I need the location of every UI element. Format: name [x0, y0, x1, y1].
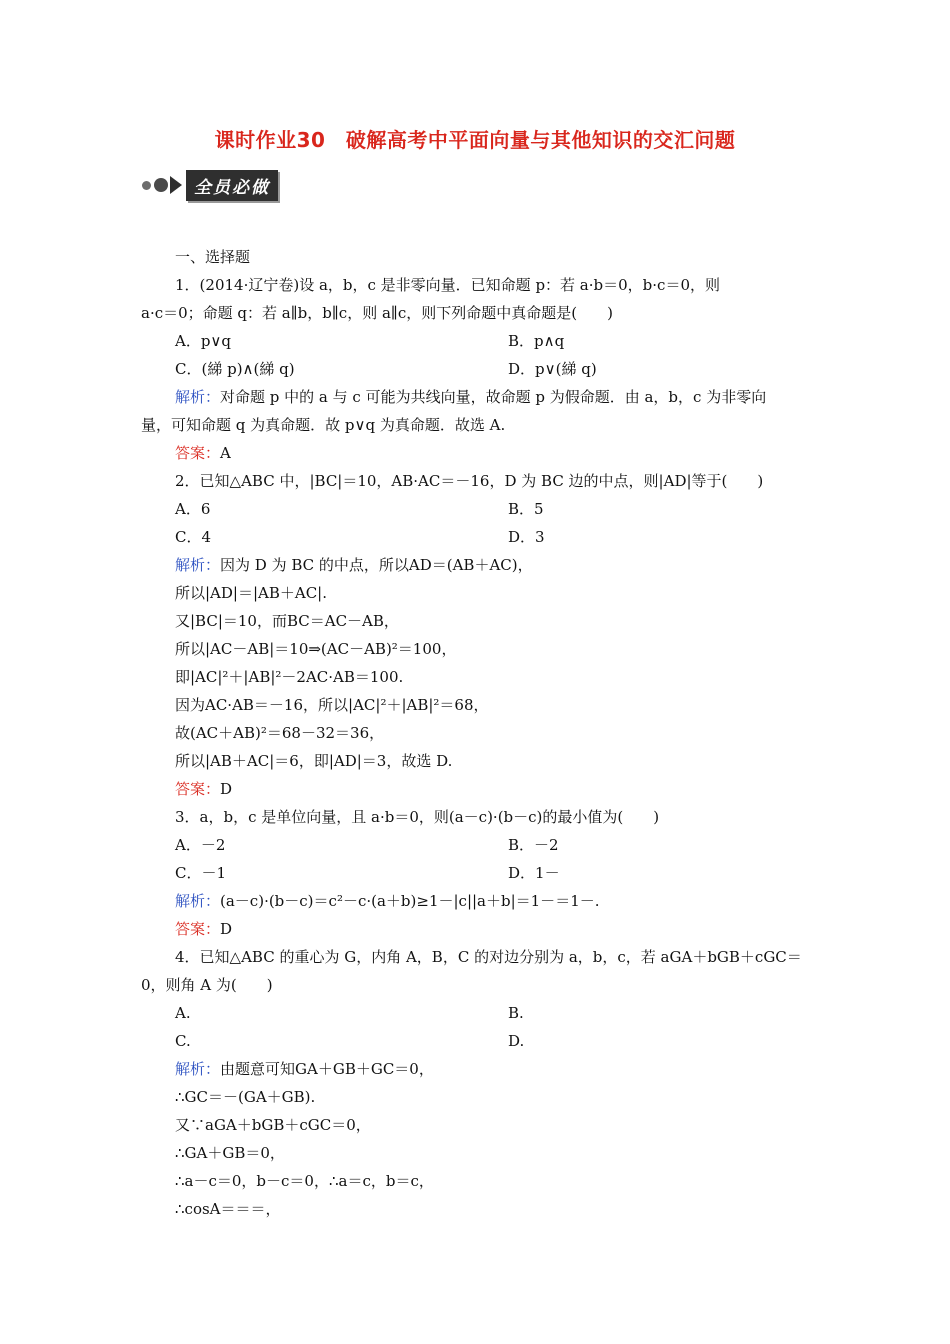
- q4-step: ∴GA＋GB＝0，: [175, 1144, 285, 1162]
- q2-step: 所以|AB＋AC|＝6，即|AD|＝3，故选 D.: [175, 752, 453, 770]
- q2-step: 又|BC|＝10，而BC＝AC－AB，: [175, 612, 399, 630]
- q4-analysis-label: 解析：: [175, 1060, 221, 1078]
- q2-analysis-label: 解析：: [175, 556, 221, 574]
- q4-step: 又∵aGA＋bGB＋cGC＝0，: [175, 1116, 371, 1134]
- q2-step: 所以|AC－AB|＝10⇒(AC－AB)²＝100，: [175, 640, 457, 658]
- q1-answer-line: [175, 443, 231, 463]
- q4-analysis-text1: 由题意可知GA＋GB＋GC＝0，: [220, 1060, 434, 1078]
- q4-option-a: A.: [175, 1004, 191, 1022]
- q1-answer: A: [220, 444, 231, 462]
- q4-analysis-line1: [175, 1059, 434, 1079]
- q3-analysis-label: 解析：: [175, 892, 221, 910]
- q2-option-c: C．4: [175, 528, 212, 546]
- q2-step: 因为AC·AB＝－16，所以|AC|²＋|AB|²＝68，: [175, 696, 489, 714]
- q3-answer-label: 答案：: [175, 920, 221, 938]
- q1-option-c: C．(綈 p)∧(綈 q): [175, 360, 295, 378]
- q2-option-b: B．5: [508, 500, 544, 518]
- q2-step: 故(AC＋AB)²＝68－32＝36，: [175, 724, 385, 742]
- banner-dot-large-icon: [154, 178, 168, 192]
- q1-option-d: D．p∨(綈 q): [508, 360, 597, 378]
- q2-answer-label: 答案：: [175, 780, 221, 798]
- q3-answer-line: [175, 919, 232, 939]
- q2-answer-line: [175, 779, 232, 799]
- q4-step: ∴cosA＝＝＝，: [175, 1200, 281, 1218]
- q3-analysis-text1: (a－c)·(b－c)＝c²－c·(a＋b)≥1－|c||a＋b|＝1－＝1－.: [220, 892, 600, 910]
- banner-dot-icon: [142, 181, 151, 190]
- q1-option-a: A．p∨q: [175, 332, 232, 350]
- q2-analysis-text1: 因为 D 为 BC 的中点，所以AD＝(AB＋AC)，: [220, 556, 533, 574]
- q1-analysis-label: 解析：: [175, 388, 221, 406]
- q1-analysis-line1: [175, 387, 766, 407]
- page-title: 课时作业30 破解高考中平面向量与其他知识的交汇问题: [214, 128, 736, 152]
- q2-step: 即|AC|²＋|AB|²－2AC·AB＝100.: [175, 668, 404, 686]
- q1-stem-line1: 1．(2014·辽宁卷)设 a，b，c 是非零向量．已知命题 p：若 a·b＝0，b·c＝0，则: [175, 276, 720, 294]
- q4-option-c: C.: [175, 1032, 191, 1050]
- banner-arrow-icon: [170, 176, 182, 194]
- q2-option-d: D．3: [508, 528, 545, 546]
- banner-label: 全员必做: [186, 170, 278, 201]
- q2-step: 所以|AD|＝|AB＋AC|.: [175, 584, 328, 602]
- q3-option-b: B．－2: [508, 836, 559, 854]
- q2-option-a: A．6: [175, 500, 211, 518]
- q1-option-b: B．p∧q: [508, 332, 565, 350]
- q4-stem-line2: 0，则角 A 为( ): [141, 976, 273, 994]
- q4-step: ∴GC＝－(GA＋GB).: [175, 1088, 316, 1106]
- q3-option-d: D．1－: [508, 864, 560, 882]
- section-banner: [142, 172, 278, 198]
- section-heading: 一、选择题: [175, 248, 251, 266]
- q1-analysis-text1: 对命题 p 中的 a 与 c 可能为共线向量，故命题 p 为假命题．由 a，b，c 为非零向: [220, 388, 767, 406]
- q3-stem-line1: 3．a，b，c 是单位向量，且 a·b＝0，则(a－c)·(b－c)的最小值为( ): [175, 808, 660, 826]
- q1-stem-line2: a·c＝0；命题 q：若 a∥b，b∥c，则 a∥c，则下列命题中真命题是( ): [141, 304, 613, 322]
- q3-option-c: C．－1: [175, 864, 227, 882]
- q2-answer: D: [220, 780, 233, 798]
- q4-stem-line1: 4．已知△ABC 的重心为 G，内角 A，B，C 的对边分别为 a，b，c，若 aGA＋bGB＋cGC＝: [175, 948, 802, 966]
- q1-analysis-line2: 量，可知命题 q 为真命题．故 p∨q 为真命题．故选 A.: [141, 416, 506, 434]
- q2-stem-line1: 2．已知△ABC 中，|BC|＝10，AB·AC＝－16，D 为 BC 边的中点，则|AD|等于( ): [175, 472, 764, 490]
- q3-analysis-line1: [175, 891, 600, 911]
- q2-analysis-line1: [175, 555, 533, 575]
- q4-option-b: B.: [508, 1004, 524, 1022]
- q3-answer: D: [220, 920, 233, 938]
- q4-option-d: D.: [508, 1032, 525, 1050]
- q4-step: ∴a－c＝0，b－c＝0，∴a＝c，b＝c，: [175, 1172, 434, 1190]
- q3-option-a: A．－2: [175, 836, 226, 854]
- q1-answer-label: 答案：: [175, 444, 221, 462]
